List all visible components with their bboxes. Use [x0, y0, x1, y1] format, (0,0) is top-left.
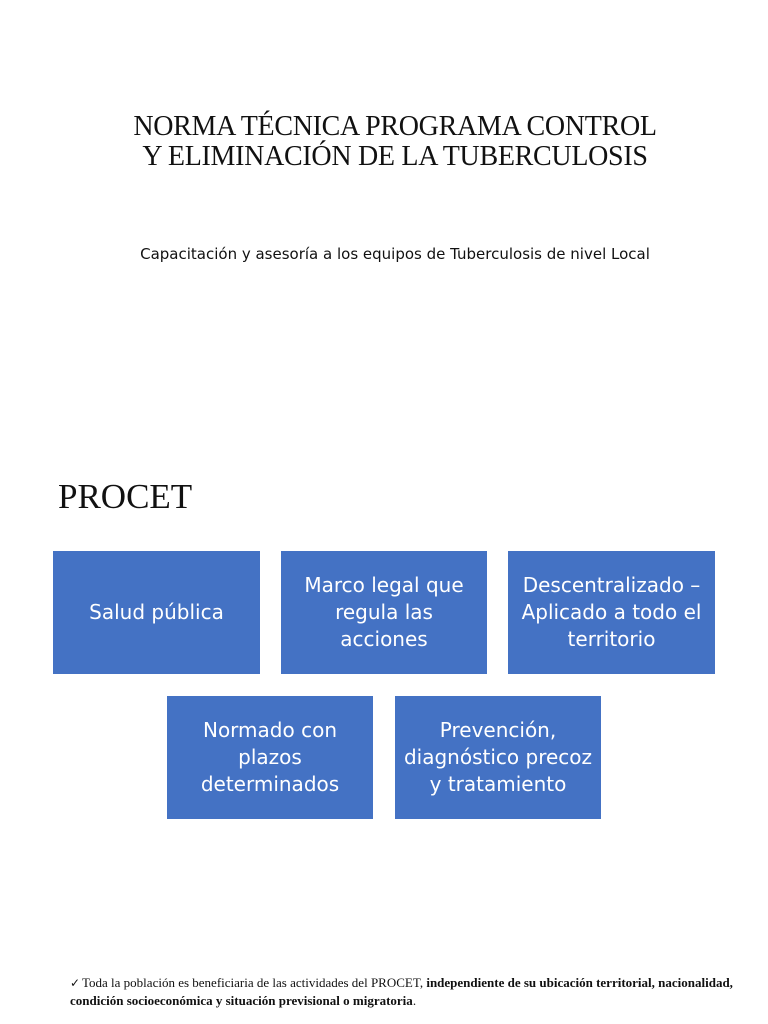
footnote-bold-text: independiente de su ubicación territorial, nacionalidad, condición socioeconómica y situación previsional o migratoria [70, 975, 733, 1008]
procet-box-prevencion: Prevención, diagnóstico precoz y tratamiento [395, 696, 601, 819]
title-line-1: NORMA TÉCNICA PROGRAMA CONTROL [133, 111, 657, 142]
footnote [70, 974, 738, 1010]
procet-box-normado: Normado con plazos determinados [167, 696, 373, 819]
subtitle: Capacitación y asesoría a los equipos de Tuberculosis de nivel Local [140, 245, 650, 263]
procet-box-descentralizado: Descentralizado – Aplicado a todo el territorio [508, 551, 715, 674]
section-heading: PROCET [58, 477, 193, 516]
title-line-2: Y ELIMINACIÓN DE LA TUBERCULOSIS [142, 141, 648, 172]
footnote-plain-text: Toda la población es beneficiaria de las actividades del PROCET, [82, 975, 427, 990]
procet-box-salud-publica: Salud pública [53, 551, 260, 674]
document-title [0, 112, 768, 172]
footnote-end: . [412, 993, 417, 1008]
checkmark-icon: ✓ [70, 976, 81, 990]
procet-box-marco-legal: Marco legal que regula las acciones [281, 551, 487, 674]
